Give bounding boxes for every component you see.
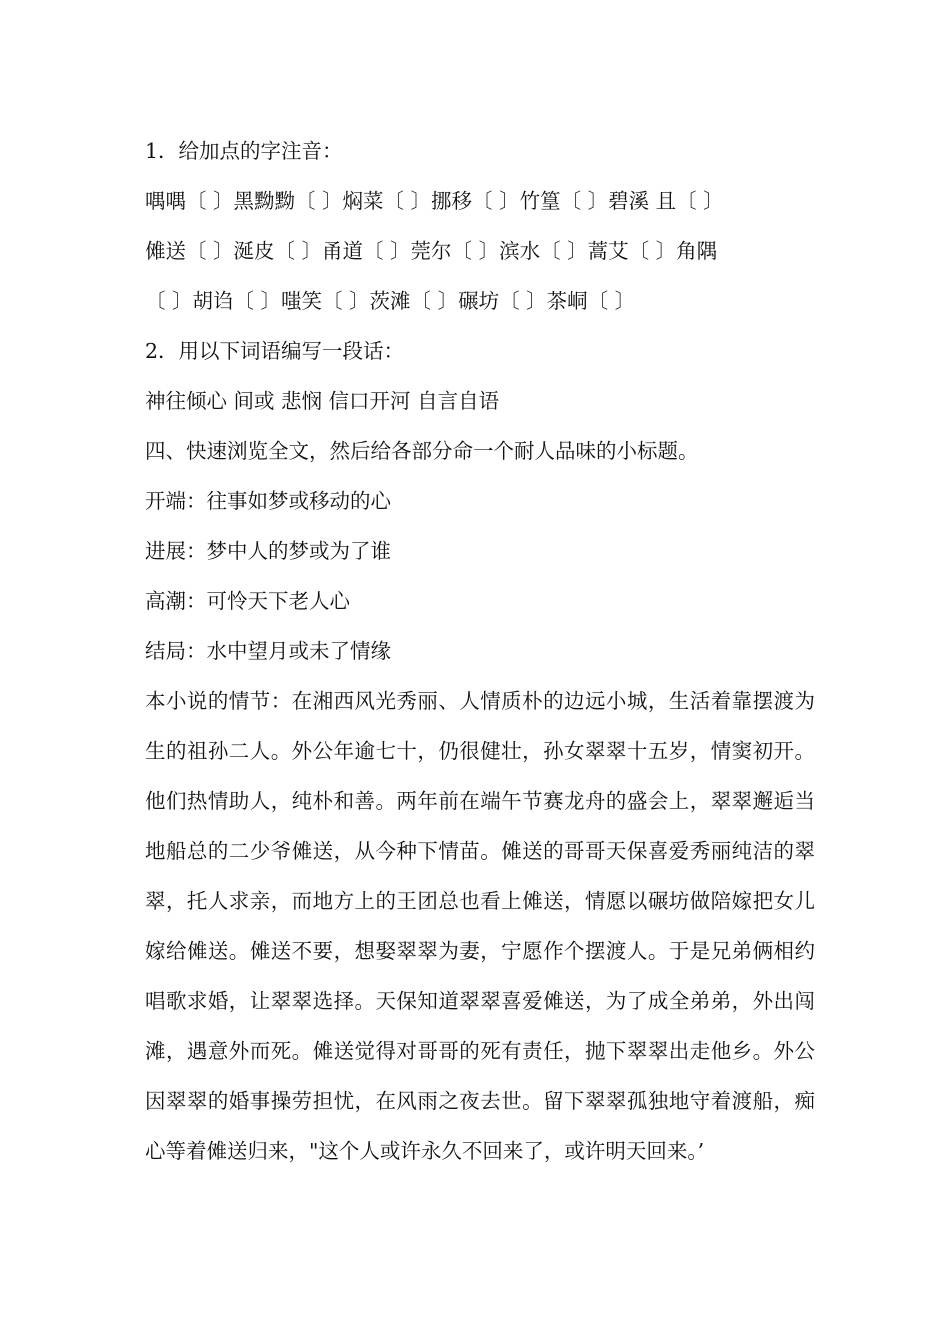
document-body [145, 126, 815, 1176]
question-2-heading: 2．用以下词语编写一段话： [145, 339, 405, 363]
subtitle-climax: 高潮：可怜天下老人心 [145, 589, 350, 613]
question-1-heading: 1．给加点的字注音： [145, 139, 343, 163]
subtitle-ending: 结局：水中望月或未了情缘 [145, 639, 391, 663]
pinyin-line-3: 〔 〕胡诌〔 〕嗤笑〔 〕茨滩〔 〕碾坊〔 〕茶峒〔 〕 [145, 289, 636, 313]
pinyin-line-1: 喁喁〔 〕黑黝黝〔 〕焖菜〔 〕挪移〔 〕竹篁〔 〕碧溪 且〔 〕 [145, 189, 724, 213]
subtitle-development: 进展：梦中人的梦或为了谁 [145, 539, 391, 563]
plot-summary-paragraph: 本小说的情节：在湘西风光秀丽、人情质朴的边远小城，生活着靠摆渡为生的祖孙二人。外公年逾七十，仍很健壮，孙女翠翠十五岁，情窦初开。他们热情助人，纯朴和善。两年前在端午节赛龙舟的盛会上，翠翠邂逅当地船总的二少爷傩送，从今种下情苗。傩送的哥哥天保喜爱秀丽纯洁的翠翠，托人求亲，而地方上的王团总也看上傩送，情愿以碾坊做陪嫁把女儿嫁给傩送。傩送不要，想娶翠翠为妻，宁愿作个摆渡人。于是兄弟俩相约唱歌求婚，让翠翠选择。天保知道翠翠喜爱傩送，为了成全弟弟，外出闯滩，遇意外而死。傩送觉得对哥哥的死有责任，抛下翠翠出走他乡。外公因翠翠的婚事操劳担忧，在风雨之夜去世。留下翠翠孤独地守着渡船，痴心等着傩送归来，"这个人或许永久不回来了，或许明天回来。’ [145, 689, 815, 1163]
pinyin-line-2: 傩送〔 〕涎皮〔 〕甬道〔 〕莞尔〔 〕滨水〔 〕蒿艾〔 〕角隅 [145, 239, 718, 263]
section-4-heading: 四、快速浏览全文，然后给各部分命一个耐人品味的小标题。 [145, 439, 699, 463]
word-list: 神往倾心 间或 悲悯 信口开河 自言自语 [145, 389, 500, 413]
subtitle-opening: 开端：往事如梦或移动的心 [145, 489, 391, 513]
